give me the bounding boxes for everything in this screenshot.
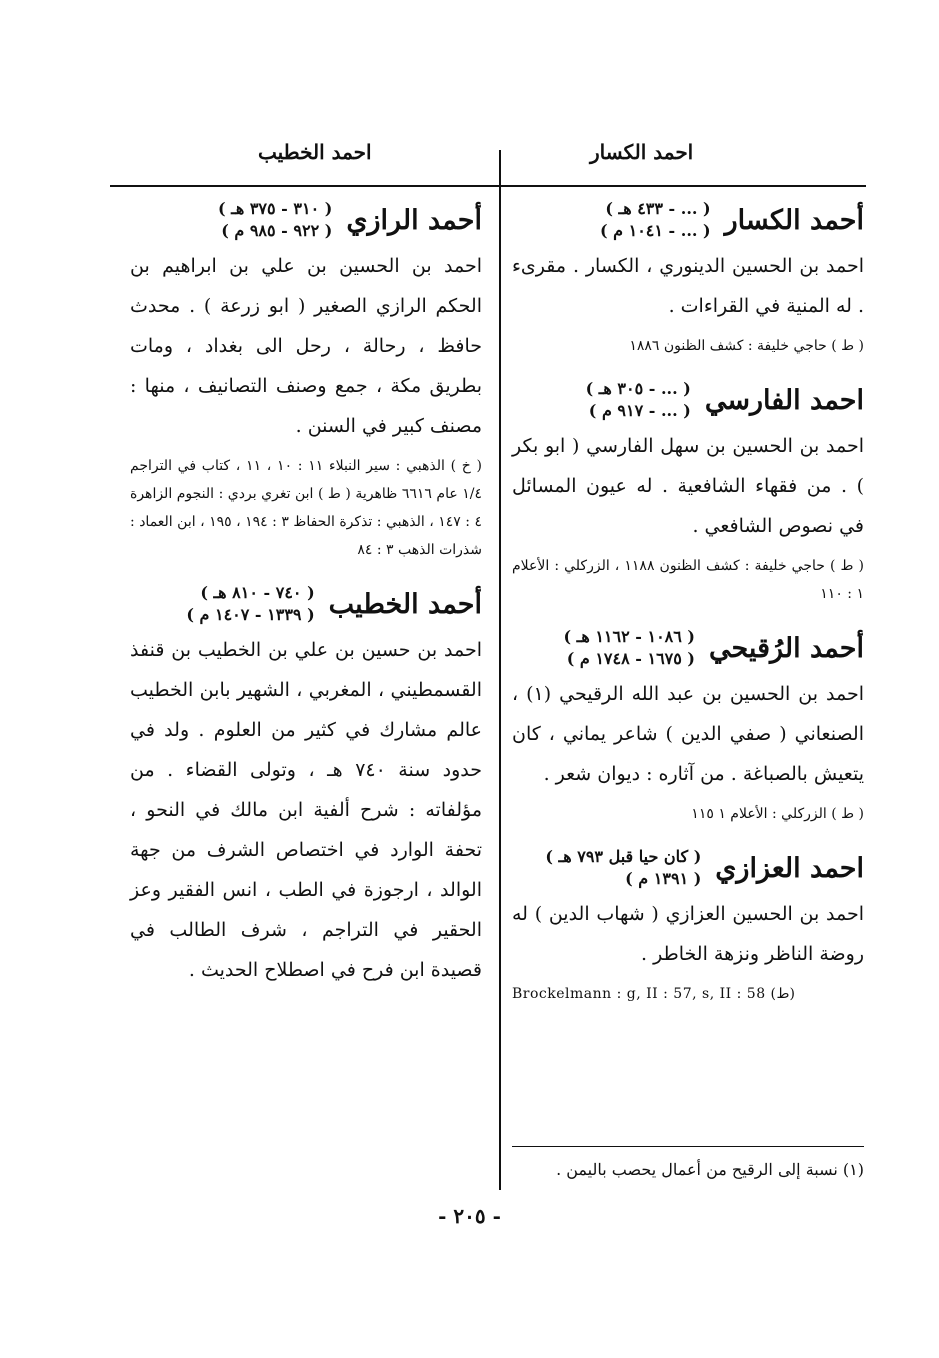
entry-body: احمد بن الحسين العزازي ( شهاب الدين ) له روضة الناظر ونزهة الخاطر . [512, 903, 864, 965]
dates-hijri: ( ٧٤٠ - ٨١٠ هـ ) [200, 583, 315, 602]
entry-source: ( ط ) الزركلي : الأعلام ١ ١١٥ [691, 806, 864, 822]
entry-source: ( خ ) الذهبي : سير النبلاء ١١ : ١٠ ، ١١ ، كتاب في التراجم ١/٤ عام ٦٦١٦ ظاهرية ( ط ) ابن تغري بردي : النجوم الزاهرة ٤ : ١٤٧ ، الذهبي : تذكرة الحفاظ ٣ : ١٩٤ ، ١٩٥ ، ابن العماد : شذرات الذهب ٣ : ٨٤ [130, 458, 482, 558]
entry-razi [130, 198, 482, 564]
entry-dates [563, 626, 695, 670]
entry-heading [130, 198, 482, 242]
dates-hijri: ( ١٠٨٦ - ١١٦٢ هـ ) [563, 627, 695, 646]
entry-dates [186, 582, 314, 626]
entry-kassar [512, 198, 864, 360]
entry-heading [512, 626, 864, 670]
dates-hijri: ( ... - ٤٣٣ هـ ) [605, 199, 711, 218]
running-header-right: احمد الكسار [590, 140, 694, 164]
entry-body: احمد بن حسين بن علي بن الخطيب بن قنفذ القسمطيني ، المغربي ، الشهير بابن الخطيب عالم مشارك في كثير من العلوم . ولد في حدود سنة ٧٤٠ هـ ، وتولى القضاء . من مؤلفاته : شرح ألفية ابن مالك في النحو ، تحفة الوارد في اختصاص الشرف من جهة الوالد ، ارجوزة في الطب ، انس الفقير وعز الحقير في التراجم ، شرف الطالب في قصيدة ابن فرح في اصطلاح الحديث . [130, 639, 483, 981]
entry-name: احمد العزازي [715, 852, 864, 884]
entry-source: Brockelmann : g, II : 57, s, II : 58 (ط) [512, 986, 796, 1002]
header-rule [110, 185, 866, 187]
left-column [130, 198, 482, 1008]
dates-hijri: ( ٣١٠ - ٣٧٥ هـ ) [217, 199, 333, 218]
page-number: - ٢٠٥ - [438, 1204, 501, 1228]
entry-name: أحمد الكسار [724, 204, 864, 236]
entry-name: أحمد الخطيب [328, 588, 482, 620]
entry-name: احمد الفارسي [704, 384, 864, 416]
entry-heading [512, 198, 864, 242]
entry-name: أحمد الرازي [346, 204, 482, 236]
entry-body: احمد بن الحسين الدينوري ، الكسار . مقرىء . له المنية في القراءات . [512, 255, 864, 317]
entry-farisi [512, 378, 864, 608]
footnote: (١) نسبة إلى الرقيح من أعمال يحصب باليمن . [556, 1160, 864, 1179]
entry-dates [218, 198, 332, 242]
column-divider [499, 150, 501, 1190]
dates-gregorian: ( ١٦٧٥ - ١٧٤٨ م ) [566, 649, 695, 668]
dates-hijri: ( كان حيا قبل ٧٩٣ هـ ) [545, 847, 702, 866]
entry-heading [512, 846, 864, 890]
entry-dates [545, 846, 701, 890]
entry-khatib [130, 582, 482, 990]
dates-gregorian: ( ... - ١٠٤١ م ) [599, 221, 711, 240]
entry-azazi [512, 846, 864, 1008]
running-header-left: احمد الخطيب [258, 140, 372, 164]
entry-body: احمد بن الحسين بن سهل الفارسي ( ابو بكر ) . من فقهاء الشافعية . له عيون المسائل في نصوص الشافعي . [512, 435, 864, 537]
dates-gregorian: ( ٩٢٢ - ٩٨٥ م ) [221, 221, 333, 240]
dates-gregorian: ( ١٣٣٩ - ١٤٠٧ م ) [186, 605, 315, 624]
entry-heading [512, 378, 864, 422]
entry-ruqayhi [512, 626, 864, 828]
entry-heading [130, 582, 482, 626]
dates-gregorian: ( ... - ٩١٧ م ) [588, 401, 691, 420]
entry-source: ( ط ) حاجي خليفة : كشف الظنون ١٨٨٦ [629, 338, 864, 354]
footnote-rule [512, 1146, 864, 1147]
entry-name: أحمد الرُقيحي [709, 632, 864, 664]
entry-body: احمد بن الحسين بن علي بن ابراهيم بن الحكم الرازي الصغير ( ابو زرعة ) . محدث حافظ ، رحالة ، رحل الى بغداد ، ومات بطريق مكة ، جمع وصنف التصانيف ، منها : مصنف كبير في السنن . [130, 255, 482, 437]
dates-gregorian: ( ١٣٩١ م ) [625, 869, 702, 888]
dates-hijri: ( ... - ٣٠٥ هـ ) [585, 379, 691, 398]
entry-dates [586, 378, 691, 422]
entry-source: ( ط ) حاجي خليفة : كشف الظنون ١١٨٨ ، الزركلي : الأعلام ١ : ١١٠ [512, 558, 864, 602]
entry-dates [600, 198, 711, 242]
right-column [512, 198, 864, 1026]
entry-body: احمد بن الحسين بن عبد الله الرقيحي (١) ، الصنعاني ( صفي الدين ) شاعر يماني ، كان يتعيش بالصباغة . من آثاره : ديوان شعر . [512, 683, 864, 785]
